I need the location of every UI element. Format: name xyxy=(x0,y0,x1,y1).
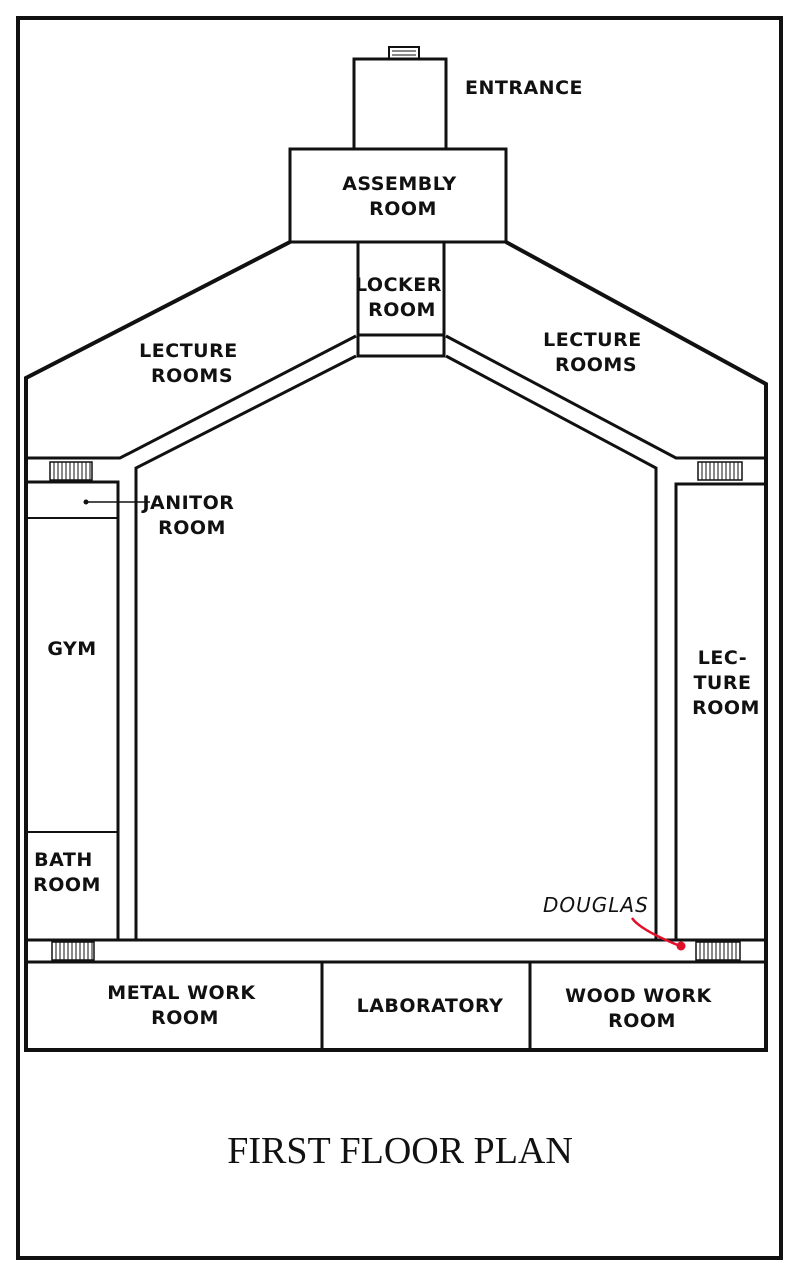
label-lecture-room-east: LEC- TURE ROOM xyxy=(692,647,760,719)
label-janitor-room: JANITOR ROOM xyxy=(142,492,235,539)
label-entrance: ENTRANCE xyxy=(465,77,583,99)
plan-title: FIRST FLOOR PLAN xyxy=(227,1130,573,1172)
label-lecture-rooms-left: LECTURE ROOMS xyxy=(139,340,238,387)
entrance-vestibule xyxy=(354,59,446,149)
douglas-location-marker xyxy=(677,942,686,951)
label-locker-room: LOCKER ROOM xyxy=(355,274,442,321)
stairs-top-left xyxy=(50,462,92,480)
assembly-room xyxy=(290,149,506,242)
entrance-step xyxy=(389,47,419,59)
label-wood-work-room: WOOD WORK ROOM xyxy=(565,985,712,1032)
label-bath-room: BATH ROOM xyxy=(33,849,101,896)
label-lecture-rooms-right: LECTURE ROOMS xyxy=(543,329,642,376)
label-laboratory: LABORATORY xyxy=(356,995,504,1017)
stairs-top-right xyxy=(698,462,742,480)
label-metal-work-room: METAL WORK ROOM xyxy=(107,982,256,1029)
stairs-bottom-right xyxy=(696,942,740,960)
corridor-wall-left-lower xyxy=(136,356,656,940)
label-douglas: DOUGLAS xyxy=(543,893,649,917)
left-wing-wall xyxy=(26,482,118,940)
stairs-bottom-left xyxy=(52,942,94,960)
label-gym: GYM xyxy=(47,638,97,660)
label-assembly-room: ASSEMBLY ROOM xyxy=(342,173,457,220)
